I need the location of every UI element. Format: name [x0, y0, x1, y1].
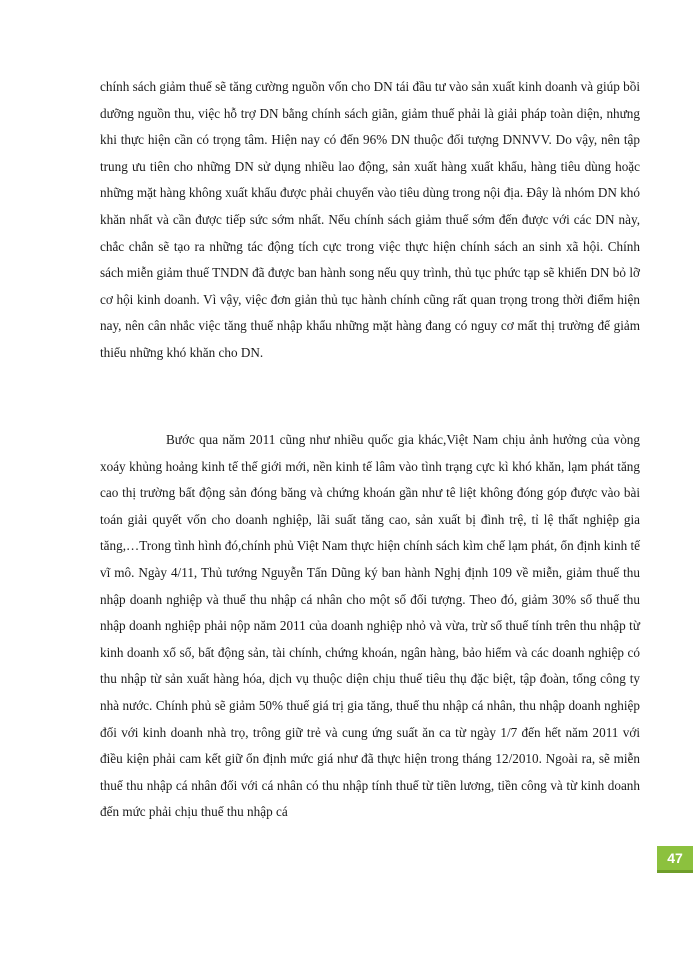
body-paragraph-1: chính sách giảm thuế sẽ tăng cường nguồn vốn cho DN tái đầu tư vào sản xuất kinh doanh và giúp bồi dưỡng nguồn thu, việc hỗ trợ DN bằng chính sách giãn, giảm thuế phải là giải pháp toàn diện, nhưng khi thực hiện cần có trọng tâm. Hiện nay có đến 96% DN thuộc đối tượng DNNVV. Do vậy, nên tập trung ưu tiên cho những DN sử dụng nhiều lao động, sản xuất hàng xuất khẩu, hàng tiêu dùng hoặc những mặt hàng không xuất khẩu được phải chuyển vào tiêu dùng trong nội địa. Đây là nhóm DN khó khăn nhất và cần được tiếp sức sớm nhất. Nếu chính sách giảm thuế sớm đến được với các DN này, chắc chắn sẽ tạo ra những tác động tích cực trong việc thực hiện chính sách an sinh xã hội. Chính sách miễn giảm thuế TNDN đã được ban hành song nếu quy trình, thủ tục phức tạp sẽ khiến DN bỏ lỡ cơ hội kinh doanh. Vì vậy, việc đơn giản thủ tục hành chính cũng rất quan trọng trong thời điểm hiện nay, nên cân nhắc việc tăng thuế nhập khẩu những mặt hàng đang có nguy cơ mất thị trường để giảm thiểu những khó khăn cho DN.	[100, 79, 640, 360]
page-number: 47	[667, 850, 683, 866]
body-paragraph-2: Bước qua năm 2011 cũng như nhiều quốc gia khác,Việt Nam chịu ảnh hưởng của vòng xoáy khủng hoảng kinh tế thế giới mới, nền kinh tế lâm vào tình trạng cực kì khó khăn, lạm phát tăng cao thị trường bất động sản đóng băng và chứng khoán gần như tê liệt không đóng góp được vào bài toán giải quyết vốn cho doanh nghiệp, lãi suất tăng cao, sản xuất bị đình trệ, tỉ lệ thất nghiệp gia tăng,…Trong tình hình đó,chính phủ Việt Nam thực hiện chính sách kìm chế lạm phát, ổn định kinh tế vĩ mô. Ngày 4/11, Thủ tướng Nguyễn Tấn Dũng ký ban hành Nghị định 109 về miễn, giảm thuế thu nhập doanh nghiệp và thuế thu nhập cá nhân cho một số đối tượng. Theo đó, giảm 30% số thuế thu nhập doanh nghiệp phải nộp năm 2011 của doanh nghiệp nhỏ và vừa, trừ số thuế tính trên thu nhập từ kinh doanh xổ số, bất động sản, tài chính, chứng khoán, ngân hàng, bảo hiểm và các doanh nghiệp có thu nhập từ sản xuất hàng hóa, dịch vụ thuộc diện chịu thuế tiêu thụ đặc biệt, tập đoàn, tổng công ty nhà nước. Chính phủ sẽ giảm 50% thuế giá trị gia tăng, thuế thu nhập cá nhân, thu nhập doanh nghiệp đối với kinh doanh nhà trọ, trông giữ trẻ và cung ứng suất ăn ca từ ngày 1/7 đến hết năm 2011 với điều kiện phải cam kết giữ ổn định mức giá như đã thực hiện trong tháng 12/2010. Ngoài ra, sẽ miễn thuế thu nhập cá nhân đối với cá nhân có thu nhập tính thuế từ tiền lương, tiền công và từ kinh doanh đến mức phải chịu thuế thu nhập cá	[100, 432, 641, 820]
page-number-badge	[657, 846, 693, 873]
